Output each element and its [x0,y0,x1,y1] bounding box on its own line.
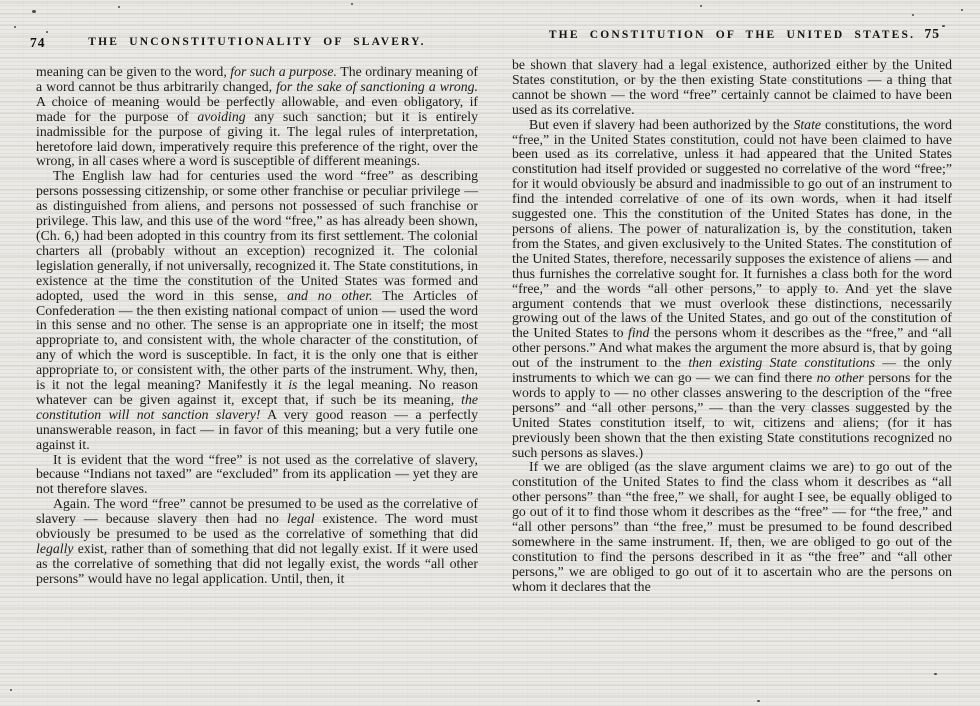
scan-speck [912,14,914,16]
paragraph: The English law had for centuries used the word “free” as describing persons possessing citizenship, or some other franchise or peculiar privilege — as distinguished from aliens, and persons not possessed of such franchise or privilege. This law, and this use of the word “free,” as has already been shown, (Ch. 6,) had been adopted in this country from its first settlement. The colonial charters all (probably without an exception) recognized it. The colonial legislation generally, if not universally, recognized it. The State constitutions, in existence at the time the constitution of the United States was formed and adopted, used the word in this sense, and no other. The Articles of Confederation — the then existing national compact of union — used the word in this sense and no other. The sense is an appropriate one in itself; the most appropriate to, and consistent with, the whole character of the constitution, of any of which the word is susceptible. In fact, it is the only one that is either appropriate to, or consistent with, the other parts of the instrument. Why, then, is it not the legal meaning? Manifestly it is the legal meaning. No reason whatever can be given against it, except that, if such be its meaning, the constitution will not sanction slavery! A very good reason — a perfectly unanswerable reason, in fact — in favor of this meaning; but a very futile one against it. [36,168,478,452]
scan-speck [14,26,16,28]
paragraph: But even if slavery had been authorized by the State constitutions, the word “free,” in the United States constitution, could not have been claimed to have been used as its correlative, unless it had appeared that the United States constitution had itself provided or suggested no correlative of the word “free;” for it would obviously be absurd and inadmissible to go out of an instrument to find the intended correlative of one of its own words, when it had itself suggested one. This the constitution of the United States has done, in the persons of aliens. The power of naturalization is, by the constitution, taken from the States, and given exclusively to the United States. The constitution of the United States, therefore, necessarily supposes the existence of aliens — and thus furnishes the correlative sought for. It furnishes a class both for the word “free,” and the words “all other persons,” to apply to. And yet the slave argument contends that we must overlook these distinctions, necessarily growing out of the laws of the United States, and go out of the constitution of the United States to find the persons whom it describes as the “free,” and “all other persons.” And what makes the argument the more absurd is, that by going out of the instrument to the then existing State constitutions — the only instruments to which we can go — we can find there no other persons for the words to apply to — no other classes answering to the description of the “free persons” and “all other persons,” — than the very classes suggested by the United States constitution itself, to wit, citizens and aliens; (for it has previously been shown that the then existing State constitutions recognized no such persons as slaves.) [512,116,952,460]
scan-speck [46,31,48,33]
scan-speck [942,25,945,27]
paragraph: Again. The word “free” cannot be presumed to be used as the correlative of slavery — because slavery then had no legal existence. The word must obviously be presumed to be used as the correlative of something that did legally exist, rather than of something that did not legally exist. If it were used as the correlative of something that did not legally exist, the words “all other persons” would have no legal application. Until, then, it [36,496,478,586]
paragraph: If we are obliged (as the slave argument claims we are) to go out of the constitution of the United States to find the class whom it describes as “all other persons” than “the free,” we shall, for aught I see, be equally obliged to go out of it to find those whom it describes as the “free” — for “the free,” and “all other persons” than “the free,” must be presumed to be found described somewhere in the same instrument. If, then, we are obliged to go out of the constitution to find the persons described in it as “the free” and “all other persons,” we are obliged to go out of it to ascertain who are the persons on whom it declares that the [512,459,952,594]
scan-speck [10,689,12,691]
scan-speck [961,9,963,11]
paragraph: meaning can be given to the word, for such a purpose. The ordinary meaning of a word cannot be thus arbitrarily changed, for the sake of sanctioning a wrong. A choice of meaning would be perfectly allowable, and even obligatory, if made for the purpose of avoiding any such sanction; but it is entirely inadmissible for the purpose of giving it. The legal rules of interpretation, heretofore laid down, imperatively require this preference of the right, over the wrong, in all cases where a word is susceptible of different meanings. [36,64,478,169]
running-title-right: THE CONSTITUTION OF THE UNITED STATES. [548,29,916,41]
scan-speck [757,700,760,702]
scan-speck [700,5,702,7]
page-right [512,26,952,595]
scan-speck [118,6,120,8]
paragraph: be shown that slavery had a legal existence, authorized either by the United States constitution, or by the then existing State constitutions — a thing that cannot be shown — the word “free” certainly cannot be claimed to have been used as its correlative. [512,57,952,117]
page-number-right: 75 [924,26,940,41]
scan-speck [934,673,937,675]
scan-speck [351,3,353,5]
page-header-right [512,26,952,45]
page-body-left [36,65,478,587]
page-body-right [512,58,952,595]
page-number-left: 74 [30,35,46,50]
paragraph: It is evident that the word “free” is not used as the correlative of slavery, because “Indians not taxed” are “excluded” from its application — yet they are not therefore slaves. [36,451,478,497]
running-title-left: THE UNCONSTITUTIONALITY OF SLAVERY. [88,36,426,48]
page-header-left [30,35,478,52]
scan-speck [32,10,36,13]
page-left [30,35,478,587]
